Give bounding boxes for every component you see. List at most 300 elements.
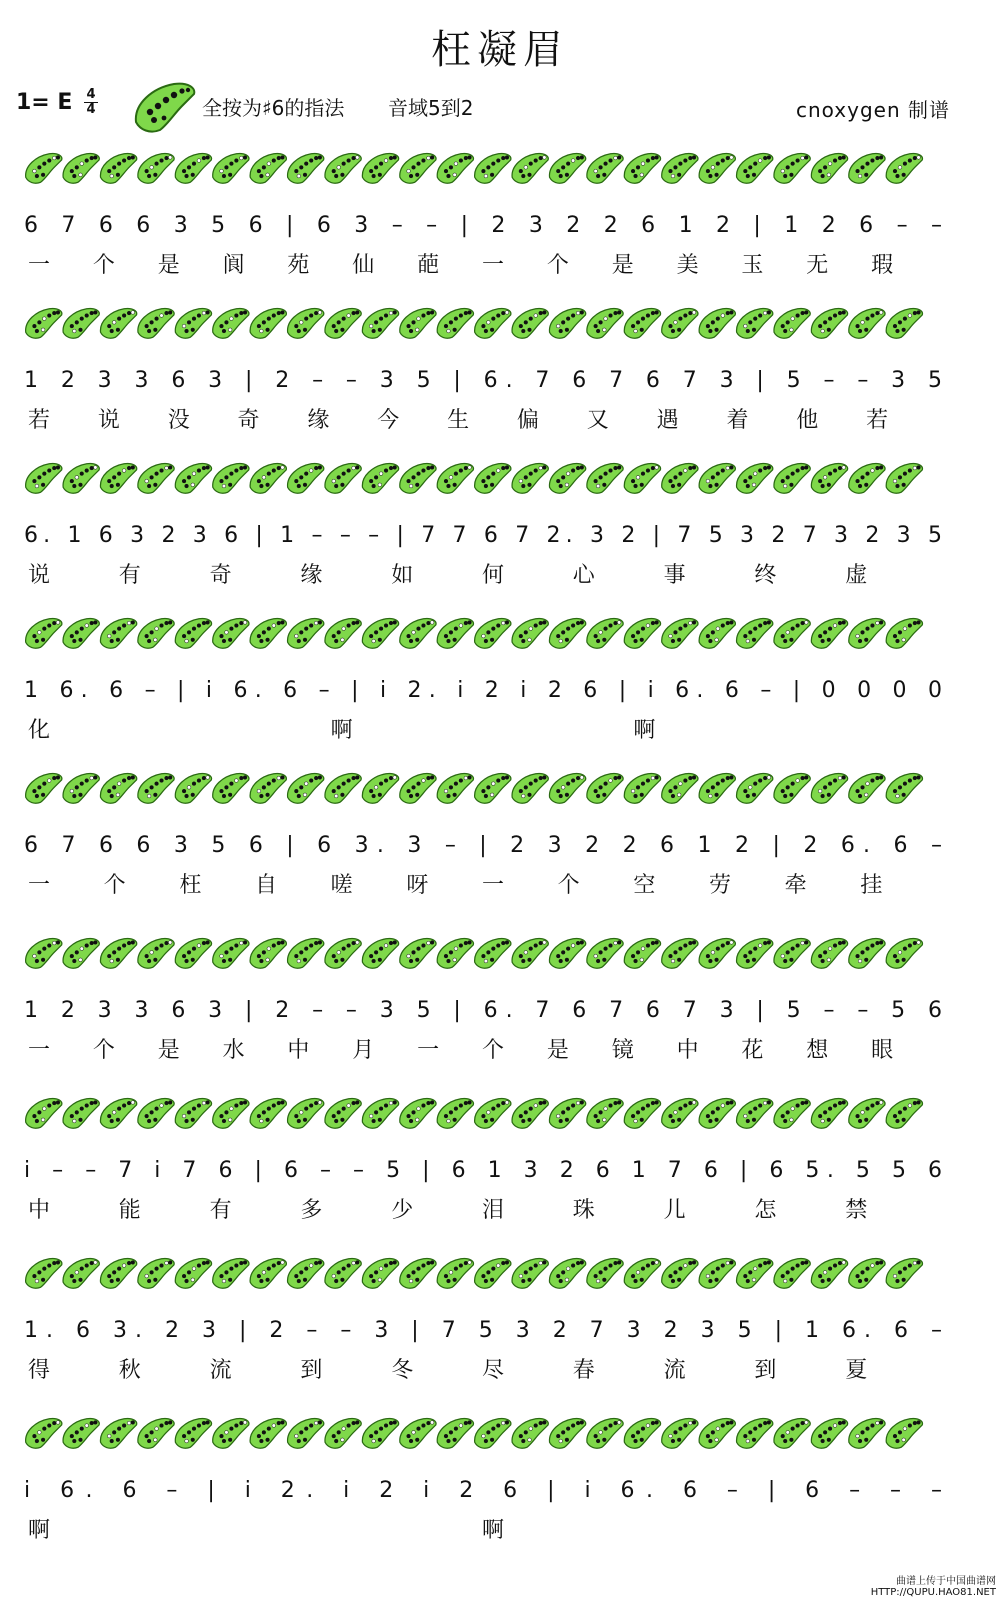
lyric-char: 个 bbox=[92, 1038, 115, 1063]
lyric-char: 美 bbox=[676, 253, 699, 278]
ocarina-fingering-icon bbox=[250, 773, 286, 803]
score-row bbox=[24, 938, 942, 1063]
ocarina-fingering-icon bbox=[811, 153, 847, 183]
ocarina-fingering-icon bbox=[699, 938, 735, 968]
ocarina-fingering-icon bbox=[512, 1258, 548, 1288]
ocarina-fingering-icon bbox=[811, 938, 847, 968]
score-row bbox=[24, 153, 942, 278]
page-title: 枉凝眉 bbox=[431, 27, 569, 73]
lyric-char: 流 bbox=[209, 1358, 232, 1383]
ocarina-fingering-icon bbox=[63, 463, 99, 493]
lyric-char: 月 bbox=[352, 1038, 375, 1063]
ocarina-fingering-icon bbox=[849, 308, 885, 338]
lyric-char: 眼 bbox=[871, 1038, 894, 1063]
lyric-char: 缘 bbox=[307, 408, 330, 433]
score-row bbox=[24, 1258, 942, 1383]
ocarina-fingering-icon bbox=[325, 1418, 361, 1448]
ocarina-fingering-icon bbox=[288, 1098, 324, 1128]
ocarina-fingering-icon bbox=[886, 1418, 922, 1448]
ocarina-fingering-icon bbox=[213, 1258, 249, 1288]
lyric-char: 一 bbox=[28, 1038, 51, 1063]
ocarina-fingering-icon bbox=[512, 938, 548, 968]
ocarina-fingering-icon bbox=[886, 1258, 922, 1288]
lyric-char: 终 bbox=[754, 563, 777, 588]
ocarina-fingering-icon bbox=[811, 1258, 847, 1288]
ocarina-fingering-icon bbox=[886, 938, 922, 968]
ocarina-fingering-icon bbox=[587, 938, 623, 968]
ocarina-fingering-icon bbox=[362, 1258, 398, 1288]
ocarina-fingering-icon bbox=[699, 463, 735, 493]
ocarina-fingering-icon bbox=[475, 938, 511, 968]
ocarina-fingering-icon bbox=[26, 1098, 62, 1128]
ocarina-fingering-icon bbox=[811, 618, 847, 648]
ocarina-fingering-icon bbox=[175, 1418, 211, 1448]
lyric-char: 是 bbox=[546, 1038, 569, 1063]
lyric-char: 中 bbox=[28, 1198, 51, 1223]
ocarina-fingering-icon bbox=[849, 938, 885, 968]
notation-line: i 6. 6 – | i 2. i 2 i 2 6 | i 6. 6 – | 6 – – – bbox=[24, 1478, 942, 1503]
ocarina-fingering-icon bbox=[325, 463, 361, 493]
ocarina-fingering-icon bbox=[400, 938, 436, 968]
ocarina-fingering-icon bbox=[811, 1418, 847, 1448]
ocarina-fingering-icon bbox=[138, 308, 174, 338]
lyric-char: 自 bbox=[255, 873, 278, 898]
ocarina-fingering-icon bbox=[512, 1098, 548, 1128]
lyric-char: 有 bbox=[118, 563, 141, 588]
ocarina-fingering-icon bbox=[26, 618, 62, 648]
ocarina-fingering-icon bbox=[737, 1418, 773, 1448]
lyric-char: 一 bbox=[28, 253, 51, 278]
ocarina-fingering-icon bbox=[587, 1418, 623, 1448]
lyric-char: 缘 bbox=[300, 563, 323, 588]
lyric-char: 多 bbox=[300, 1198, 323, 1223]
notation-line: i – – 7 i 7 6 | 6 – – 5 | 6 1 3 2 6 1 7 6 | 6 5. 5 5 6 bbox=[24, 1158, 943, 1183]
lyric-char: 尽 bbox=[482, 1358, 505, 1383]
ocarina-fingering-icon bbox=[587, 1258, 623, 1288]
lyric-char: 到 bbox=[754, 1358, 777, 1383]
ocarina-fingering-icon bbox=[737, 463, 773, 493]
ocarina-fingering-icon bbox=[437, 1418, 473, 1448]
ocarina-fingering-icon bbox=[63, 618, 99, 648]
ocarina-fingering-icon bbox=[475, 618, 511, 648]
ocarina-fingering-icon bbox=[213, 618, 249, 648]
score-row bbox=[24, 618, 942, 743]
lyric-char: 秋 bbox=[118, 1358, 141, 1383]
lyric-char: 儿 bbox=[663, 1198, 686, 1223]
ocarina-fingering-icon bbox=[250, 618, 286, 648]
ocarina-fingering-icon bbox=[886, 1098, 922, 1128]
ocarina-fingering-icon bbox=[325, 1098, 361, 1128]
ocarina-fingering-icon bbox=[512, 773, 548, 803]
ocarina-fingering-icon bbox=[475, 1418, 511, 1448]
ocarina-fingering-icon bbox=[549, 1098, 585, 1128]
ocarina-fingering-icon bbox=[362, 1098, 398, 1128]
lyric-char: 空 bbox=[633, 873, 656, 898]
ocarina-fingering-icon bbox=[437, 618, 473, 648]
ocarina-fingering-icon bbox=[549, 463, 585, 493]
lyric-char: 怎 bbox=[754, 1198, 777, 1223]
ocarina-fingering-icon bbox=[475, 463, 511, 493]
ocarina-fingering-icon bbox=[250, 463, 286, 493]
ocarina-fingering-icon bbox=[213, 1418, 249, 1448]
lyric-char: 有 bbox=[209, 1198, 232, 1223]
lyric-char: 偏 bbox=[516, 408, 539, 433]
ocarina-fingering-icon bbox=[886, 153, 922, 183]
ocarina-fingering-icon bbox=[662, 463, 698, 493]
ocarina-fingering-icon bbox=[100, 773, 136, 803]
lyric-char: 牵 bbox=[784, 873, 807, 898]
ocarina-fingering-icon bbox=[437, 463, 473, 493]
ocarina-fingering-icon bbox=[325, 1258, 361, 1288]
ocarina-fingering-icon bbox=[475, 153, 511, 183]
ocarina-fingering-icon bbox=[811, 773, 847, 803]
ocarina-fingering-icon bbox=[662, 773, 698, 803]
ocarina-fingering-icon bbox=[587, 1098, 623, 1128]
range-note: 音域5到2 bbox=[388, 96, 474, 120]
ocarina-fingering-icon bbox=[288, 938, 324, 968]
lyric-char: 中 bbox=[287, 1038, 310, 1063]
lyric-char: 枉 bbox=[179, 873, 202, 898]
ocarina-fingering-icon bbox=[100, 1258, 136, 1288]
lyric-char: 能 bbox=[118, 1198, 141, 1223]
ocarina-fingering-icon bbox=[400, 773, 436, 803]
lyric-char: 春 bbox=[572, 1358, 595, 1383]
ocarina-fingering-icon bbox=[288, 1418, 324, 1448]
ocarina-fingering-icon bbox=[325, 938, 361, 968]
lyric-char: 呀 bbox=[406, 873, 429, 898]
ocarina-fingering-icon bbox=[100, 618, 136, 648]
lyric-char: 流 bbox=[663, 1358, 686, 1383]
ocarina-fingering-icon bbox=[699, 773, 735, 803]
lyric-char: 又 bbox=[586, 408, 609, 433]
ocarina-fingering-icon bbox=[699, 1098, 735, 1128]
ocarina-fingering-icon bbox=[737, 618, 773, 648]
lyric-char: 个 bbox=[92, 253, 115, 278]
ocarina-fingering-icon bbox=[662, 618, 698, 648]
ocarina-fingering-icon bbox=[549, 938, 585, 968]
ocarina-fingering-icon bbox=[699, 618, 735, 648]
notation-line: 1 2 3 3 6 3 | 2 – – 3 5 | 6. 7 6 7 6 7 3 | 5 – – 3 5 bbox=[24, 368, 942, 393]
ocarina-fingering-icon bbox=[63, 308, 99, 338]
notation-line: 6 7 6 6 3 5 6 | 6 3. 3 – | 2 3 2 2 6 1 2 | 2 6. 6 – bbox=[24, 833, 942, 858]
ocarina-fingering-icon bbox=[26, 1418, 62, 1448]
lyric-char: 想 bbox=[806, 1038, 829, 1063]
ocarina-fingering-icon bbox=[288, 1258, 324, 1288]
ocarina-fingering-icon bbox=[362, 938, 398, 968]
lyric-char: 中 bbox=[676, 1038, 699, 1063]
ocarina-fingering-icon bbox=[774, 773, 810, 803]
ocarina-fingering-icon bbox=[475, 1258, 511, 1288]
ocarina-fingering-icon bbox=[213, 463, 249, 493]
ocarina-fingering-icon bbox=[362, 1418, 398, 1448]
ocarina-fingering-icon bbox=[662, 1418, 698, 1448]
notation-line: 6. 1 6 3 2 3 6 | 1 – – – | 7 7 6 7 2. 3 2 | 7 5 3 2 7 3 2 3 5 bbox=[24, 523, 943, 548]
notation-line: 1 6. 6 – | i 6. 6 – | i 2. i 2 i 2 6 | i 6. 6 – | 0 0 0 0 bbox=[24, 678, 942, 703]
time-sig-bottom: 4 bbox=[86, 102, 96, 117]
ocarina-fingering-icon bbox=[662, 153, 698, 183]
ocarina-fingering-icon bbox=[811, 308, 847, 338]
lyric-char: 得 bbox=[28, 1358, 51, 1383]
ocarina-fingering-icon bbox=[849, 1098, 885, 1128]
lyric-char: 冬 bbox=[391, 1358, 414, 1383]
ocarina-fingering-icon bbox=[699, 308, 735, 338]
ocarina-fingering-icon bbox=[437, 938, 473, 968]
ocarina-fingering-icon bbox=[288, 773, 324, 803]
lyric-char: 泪 bbox=[482, 1198, 505, 1223]
time-sig-top: 4 bbox=[86, 87, 96, 102]
lyric-char: 如 bbox=[391, 563, 414, 588]
ocarina-fingering-icon bbox=[549, 1258, 585, 1288]
ocarina-fingering-icon bbox=[175, 618, 211, 648]
score-row bbox=[24, 463, 942, 588]
ocarina-fingering-icon bbox=[662, 1258, 698, 1288]
ocarina-fingering-icon bbox=[63, 153, 99, 183]
ocarina-fingering-icon bbox=[250, 1098, 286, 1128]
ocarina-fingering-icon bbox=[624, 308, 660, 338]
ocarina-fingering-icon bbox=[549, 308, 585, 338]
lyric-char: 禁 bbox=[845, 1198, 868, 1223]
ocarina-fingering-icon bbox=[400, 1098, 436, 1128]
ocarina-fingering-icon bbox=[250, 308, 286, 338]
ocarina-fingering-icon bbox=[288, 308, 324, 338]
ocarina-fingering-icon bbox=[63, 1258, 99, 1288]
ocarina-fingering-icon bbox=[737, 773, 773, 803]
ocarina-fingering-icon bbox=[774, 308, 810, 338]
ocarina-fingering-icon bbox=[100, 153, 136, 183]
lyric-char: 个 bbox=[546, 253, 569, 278]
ocarina-fingering-icon bbox=[811, 1098, 847, 1128]
lyric-char: 葩 bbox=[417, 253, 440, 278]
ocarina-fingering-icon bbox=[512, 463, 548, 493]
ocarina-fingering-icon bbox=[662, 938, 698, 968]
ocarina-fingering-icon bbox=[512, 1418, 548, 1448]
ocarina-fingering-icon bbox=[774, 153, 810, 183]
score-row bbox=[24, 308, 942, 433]
ocarina-fingering-icon bbox=[175, 463, 211, 493]
ocarina-fingering-icon bbox=[886, 308, 922, 338]
ocarina-fingering-icon bbox=[362, 463, 398, 493]
ocarina-fingering-icon bbox=[63, 938, 99, 968]
ocarina-fingering-icon bbox=[138, 1098, 174, 1128]
lyric-char: 镜 bbox=[611, 1038, 634, 1063]
ocarina-fingering-icon bbox=[699, 1418, 735, 1448]
lyric-char: 化 bbox=[28, 718, 51, 743]
ocarina-fingering-icon bbox=[362, 773, 398, 803]
ocarina-fingering-icon bbox=[774, 1418, 810, 1448]
lyric-char: 奇 bbox=[237, 408, 260, 433]
ocarina-fingering-icon bbox=[26, 153, 62, 183]
footer-credit bbox=[871, 1576, 996, 1598]
ocarina-fingering-icon bbox=[774, 463, 810, 493]
ocarina-fingering-icon bbox=[175, 938, 211, 968]
lyric-char: 啊 bbox=[28, 1518, 51, 1543]
ocarina-fingering-icon bbox=[325, 308, 361, 338]
ocarina-fingering-icon bbox=[774, 1098, 810, 1128]
ocarina-fingering-icon bbox=[325, 153, 361, 183]
ocarina-fingering-icon bbox=[737, 153, 773, 183]
lyric-char: 生 bbox=[447, 408, 470, 433]
ocarina-fingering-icon bbox=[100, 308, 136, 338]
lyric-char: 是 bbox=[157, 1038, 180, 1063]
ocarina-fingering-icon bbox=[400, 308, 436, 338]
ocarina-fingering-icon bbox=[512, 153, 548, 183]
ocarina-fingering-icon bbox=[400, 618, 436, 648]
ocarina-fingering-icon bbox=[662, 308, 698, 338]
ocarina-fingering-icon bbox=[175, 1258, 211, 1288]
ocarina-fingering-icon bbox=[849, 618, 885, 648]
notation-line: 1. 6 3. 2 3 | 2 – – 3 | 7 5 3 2 7 3 2 3 5 | 1 6. 6 – bbox=[24, 1318, 942, 1343]
lyric-char: 劳 bbox=[709, 873, 732, 898]
score-row bbox=[24, 1098, 942, 1223]
ocarina-fingering-icon bbox=[624, 1098, 660, 1128]
score-row bbox=[24, 1418, 942, 1543]
ocarina-fingering-icon bbox=[213, 1098, 249, 1128]
ocarina-fingering-icon bbox=[100, 463, 136, 493]
ocarina-fingering-icon bbox=[100, 1098, 136, 1128]
ocarina-fingering-icon bbox=[250, 1258, 286, 1288]
ocarina-fingering-icon bbox=[63, 1418, 99, 1448]
lyric-char: 一 bbox=[28, 873, 51, 898]
lyric-char: 嗟 bbox=[330, 873, 353, 898]
lyric-char: 花 bbox=[741, 1038, 764, 1063]
ocarina-fingering-icon bbox=[26, 463, 62, 493]
ocarina-fingering-icon bbox=[587, 153, 623, 183]
lyric-char: 啊 bbox=[633, 718, 656, 743]
ocarina-fingering-icon bbox=[587, 308, 623, 338]
ocarina-fingering-icon bbox=[774, 618, 810, 648]
ocarina-fingering-icon bbox=[250, 938, 286, 968]
ocarina-fingering-icon bbox=[138, 463, 174, 493]
ocarina-fingering-icon bbox=[737, 308, 773, 338]
ocarina-fingering-icon bbox=[849, 773, 885, 803]
ocarina-fingering-icon bbox=[587, 773, 623, 803]
lyric-char: 奇 bbox=[209, 563, 232, 588]
ocarina-fingering-icon bbox=[437, 308, 473, 338]
ocarina-fingering-icon bbox=[549, 618, 585, 648]
ocarina-fingering-icon bbox=[213, 153, 249, 183]
ocarina-fingering-icon bbox=[26, 938, 62, 968]
author-credit: cnoxygen 制谱 bbox=[796, 98, 950, 122]
lyric-char: 说 bbox=[28, 563, 51, 588]
ocarina-fingering-icon bbox=[624, 618, 660, 648]
ocarina-fingering-icon bbox=[886, 618, 922, 648]
ocarina-fingering-icon bbox=[737, 1258, 773, 1288]
ocarina-fingering-icon bbox=[63, 773, 99, 803]
ocarina-fingering-icon bbox=[63, 1098, 99, 1128]
lyric-char: 少 bbox=[391, 1198, 414, 1223]
ocarina-fingering-icon bbox=[549, 1418, 585, 1448]
ocarina-fingering-icon bbox=[325, 618, 361, 648]
ocarina-fingering-icon bbox=[175, 1098, 211, 1128]
ocarina-fingering-icon bbox=[437, 153, 473, 183]
ocarina-fingering-icon bbox=[288, 153, 324, 183]
ocarina-fingering-icon bbox=[475, 308, 511, 338]
lyric-char: 珠 bbox=[572, 1198, 595, 1223]
ocarina-fingering-icon bbox=[26, 1258, 62, 1288]
ocarina-fingering-icon bbox=[138, 153, 174, 183]
lyric-char: 是 bbox=[157, 253, 180, 278]
ocarina-fingering-icon bbox=[213, 938, 249, 968]
ocarina-fingering-icon bbox=[250, 153, 286, 183]
lyric-char: 个 bbox=[482, 1038, 505, 1063]
lyric-char: 心 bbox=[572, 563, 595, 588]
notation-line: 6 7 6 6 3 5 6 | 6 3 – – | 2 3 2 2 6 1 2 | 1 2 6 – – bbox=[24, 213, 943, 238]
lyric-char: 啊 bbox=[482, 1518, 505, 1543]
ocarina-fingering-icon bbox=[512, 308, 548, 338]
notation-line: 1 2 3 3 6 3 | 2 – – 3 5 | 6. 7 6 7 6 7 3 | 5 – – 5 6 bbox=[24, 998, 942, 1023]
ocarina-fingering-icon bbox=[400, 1418, 436, 1448]
ocarina-fingering-icon bbox=[362, 153, 398, 183]
ocarina-fingering-icon bbox=[138, 773, 174, 803]
ocarina-fingering-icon bbox=[849, 1418, 885, 1448]
lyric-char: 事 bbox=[663, 563, 686, 588]
lyric-char: 个 bbox=[557, 873, 580, 898]
ocarina-fingering-icon bbox=[512, 618, 548, 648]
ocarina-fingering-icon bbox=[475, 1098, 511, 1128]
ocarina-fingering-icon bbox=[288, 618, 324, 648]
ocarina-fingering-icon bbox=[886, 463, 922, 493]
lyric-char: 无 bbox=[806, 253, 829, 278]
ocarina-fingering-icon bbox=[100, 938, 136, 968]
lyric-char: 是 bbox=[611, 253, 634, 278]
ocarina-fingering-icon bbox=[587, 463, 623, 493]
ocarina-fingering-icon bbox=[437, 773, 473, 803]
ocarina-fingering-icon bbox=[400, 153, 436, 183]
ocarina-fingering-icon bbox=[250, 1418, 286, 1448]
ocarina-fingering-icon bbox=[288, 463, 324, 493]
ocarina-fingering-icon bbox=[400, 463, 436, 493]
key-signature: 1= E bbox=[16, 90, 73, 115]
ocarina-fingering-icon bbox=[699, 1258, 735, 1288]
lyric-char: 玉 bbox=[741, 253, 764, 278]
lyric-char: 他 bbox=[796, 408, 819, 433]
ocarina-fingering-icon bbox=[26, 308, 62, 338]
ocarina-fingering-icon bbox=[549, 153, 585, 183]
ocarina-fingering-icon bbox=[213, 308, 249, 338]
ocarina-fingering-icon bbox=[849, 463, 885, 493]
ocarina-fingering-icon bbox=[437, 1258, 473, 1288]
lyric-char: 若 bbox=[28, 408, 51, 433]
score-row bbox=[24, 773, 942, 898]
ocarina-fingering-icon bbox=[624, 773, 660, 803]
ocarina-fingering-icon bbox=[26, 773, 62, 803]
ocarina-fingering-icon bbox=[362, 308, 398, 338]
ocarina-fingering-icon bbox=[475, 773, 511, 803]
ocarina-fingering-icon bbox=[213, 773, 249, 803]
ocarina-fingering-icon bbox=[811, 463, 847, 493]
ocarina-fingering-icon bbox=[325, 773, 361, 803]
ocarina-fingering-icon bbox=[400, 1258, 436, 1288]
ocarina-fingering-icon bbox=[175, 153, 211, 183]
ocarina-fingering-icon bbox=[849, 153, 885, 183]
footer-line-1: 曲谱上传于中国曲谱网 bbox=[896, 1576, 996, 1587]
lyric-char: 虚 bbox=[845, 563, 868, 588]
lyric-char: 啊 bbox=[330, 718, 353, 743]
ocarina-fingering-icon bbox=[587, 618, 623, 648]
ocarina-fingering-icon bbox=[624, 938, 660, 968]
fingering-note: 全按为♯6的指法 bbox=[202, 96, 345, 120]
ocarina-fingering-icon bbox=[138, 938, 174, 968]
lyric-char: 今 bbox=[377, 408, 400, 433]
ocarina-fingering-icon bbox=[737, 938, 773, 968]
ocarina-fingering-icon bbox=[849, 1258, 885, 1288]
ocarina-fingering-icon bbox=[362, 618, 398, 648]
lyric-char: 到 bbox=[300, 1358, 323, 1383]
ocarina-fingering-icon bbox=[737, 1098, 773, 1128]
ocarina-fingering-icon bbox=[662, 1098, 698, 1128]
ocarina-fingering-icon bbox=[138, 1418, 174, 1448]
ocarina-fingering-icon bbox=[175, 773, 211, 803]
